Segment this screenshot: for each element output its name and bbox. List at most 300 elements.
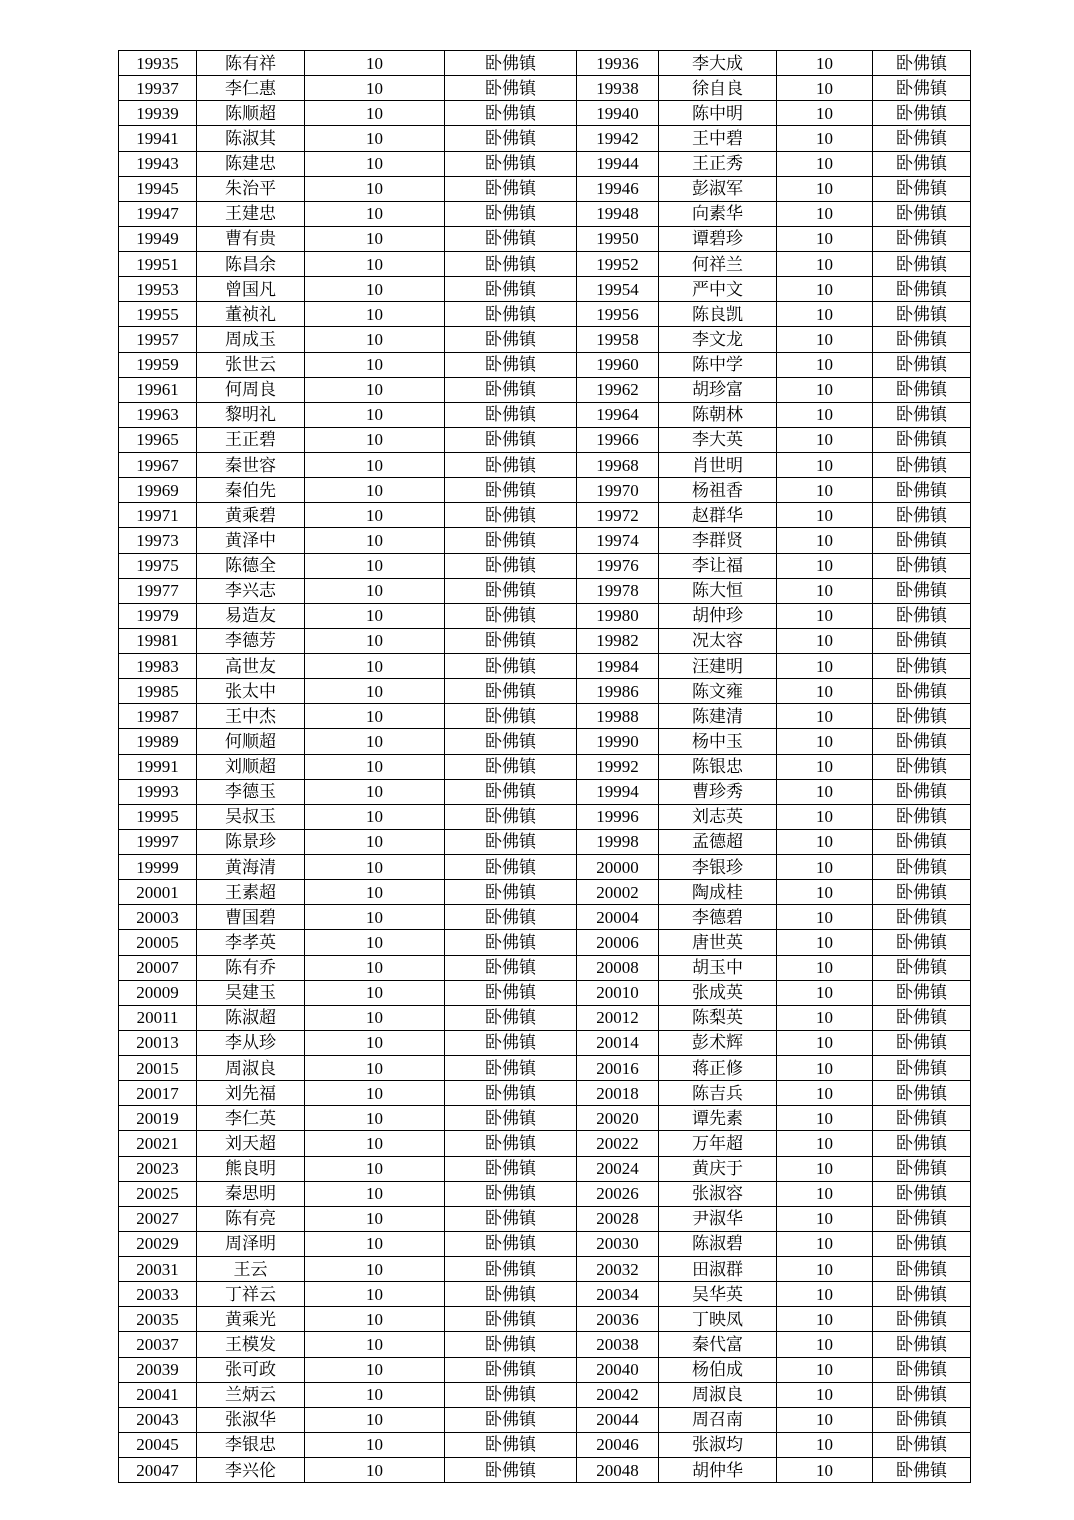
table-row [119, 1257, 971, 1282]
town-cell: 卧佛镇 [445, 1231, 577, 1256]
amount-cell: 10 [777, 226, 873, 251]
name-cell: 兰炳云 [197, 1382, 305, 1407]
amount-cell: 10 [777, 1307, 873, 1332]
amount-cell: 10 [777, 51, 873, 76]
name-cell: 李从珍 [197, 1030, 305, 1055]
amount-cell: 10 [305, 804, 445, 829]
name-cell: 周淑良 [659, 1382, 777, 1407]
amount-cell: 10 [305, 855, 445, 880]
table-row [119, 603, 971, 628]
name-cell: 陈顺超 [197, 101, 305, 126]
town-cell: 卧佛镇 [873, 1181, 971, 1206]
amount-cell: 10 [305, 955, 445, 980]
name-cell: 严中文 [659, 277, 777, 302]
amount-cell: 10 [305, 1156, 445, 1181]
town-cell: 卧佛镇 [873, 1030, 971, 1055]
amount-cell: 10 [777, 980, 873, 1005]
amount-cell: 10 [777, 528, 873, 553]
amount-cell: 10 [777, 880, 873, 905]
town-cell: 卧佛镇 [873, 829, 971, 854]
town-cell: 卧佛镇 [445, 201, 577, 226]
amount-cell: 10 [777, 603, 873, 628]
town-cell: 卧佛镇 [445, 1282, 577, 1307]
name-cell: 陈中学 [659, 352, 777, 377]
id-cell: 20047 [119, 1458, 197, 1483]
name-cell: 陈中明 [659, 101, 777, 126]
amount-cell: 10 [305, 126, 445, 151]
amount-cell: 10 [777, 1357, 873, 1382]
name-cell: 吴华英 [659, 1282, 777, 1307]
town-cell: 卧佛镇 [873, 1332, 971, 1357]
id-cell: 19975 [119, 553, 197, 578]
id-cell: 20046 [577, 1432, 659, 1457]
name-cell: 董祯礼 [197, 302, 305, 327]
town-cell: 卧佛镇 [873, 277, 971, 302]
town-cell: 卧佛镇 [445, 779, 577, 804]
name-cell: 周召南 [659, 1407, 777, 1432]
town-cell: 卧佛镇 [873, 201, 971, 226]
id-cell: 19986 [577, 679, 659, 704]
table-row [119, 1056, 971, 1081]
id-cell: 19974 [577, 528, 659, 553]
table-row [119, 427, 971, 452]
id-cell: 19963 [119, 402, 197, 427]
town-cell: 卧佛镇 [445, 628, 577, 653]
amount-cell: 10 [777, 201, 873, 226]
town-cell: 卧佛镇 [873, 729, 971, 754]
town-cell: 卧佛镇 [445, 1206, 577, 1231]
id-cell: 19983 [119, 654, 197, 679]
table-row [119, 1307, 971, 1332]
name-cell: 周泽明 [197, 1231, 305, 1256]
amount-cell: 10 [777, 1407, 873, 1432]
town-cell: 卧佛镇 [445, 503, 577, 528]
amount-cell: 10 [305, 930, 445, 955]
town-cell: 卧佛镇 [873, 1081, 971, 1106]
id-cell: 19996 [577, 804, 659, 829]
amount-cell: 10 [305, 1131, 445, 1156]
name-cell: 谭先素 [659, 1106, 777, 1131]
id-cell: 20032 [577, 1257, 659, 1282]
amount-cell: 10 [777, 628, 873, 653]
town-cell: 卧佛镇 [873, 628, 971, 653]
name-cell: 向素华 [659, 201, 777, 226]
id-cell: 19968 [577, 453, 659, 478]
id-cell: 19956 [577, 302, 659, 327]
id-cell: 20042 [577, 1382, 659, 1407]
name-cell: 陈有乔 [197, 955, 305, 980]
town-cell: 卧佛镇 [873, 1231, 971, 1256]
name-cell: 陈良凯 [659, 302, 777, 327]
table-row [119, 654, 971, 679]
amount-cell: 10 [305, 1382, 445, 1407]
amount-cell: 10 [305, 729, 445, 754]
id-cell: 19997 [119, 829, 197, 854]
town-cell: 卧佛镇 [445, 603, 577, 628]
name-cell: 汪建明 [659, 654, 777, 679]
id-cell: 19989 [119, 729, 197, 754]
amount-cell: 10 [777, 126, 873, 151]
name-cell: 刘顺超 [197, 754, 305, 779]
id-cell: 20017 [119, 1081, 197, 1106]
table-row [119, 503, 971, 528]
id-cell: 20027 [119, 1206, 197, 1231]
amount-cell: 10 [305, 704, 445, 729]
town-cell: 卧佛镇 [445, 1106, 577, 1131]
name-cell: 刘先福 [197, 1081, 305, 1106]
name-cell: 何顺超 [197, 729, 305, 754]
name-cell: 陈梨英 [659, 1005, 777, 1030]
town-cell: 卧佛镇 [445, 1357, 577, 1382]
table-row [119, 553, 971, 578]
amount-cell: 10 [777, 1332, 873, 1357]
amount-cell: 10 [777, 729, 873, 754]
town-cell: 卧佛镇 [445, 729, 577, 754]
name-cell: 李德玉 [197, 779, 305, 804]
id-cell: 20018 [577, 1081, 659, 1106]
amount-cell: 10 [305, 553, 445, 578]
name-cell: 李德芳 [197, 628, 305, 653]
name-cell: 彭淑军 [659, 176, 777, 201]
id-cell: 19962 [577, 377, 659, 402]
town-cell: 卧佛镇 [873, 804, 971, 829]
table-row [119, 377, 971, 402]
town-cell: 卧佛镇 [873, 427, 971, 452]
table-row [119, 252, 971, 277]
id-cell: 19961 [119, 377, 197, 402]
town-cell: 卧佛镇 [445, 1432, 577, 1457]
town-cell: 卧佛镇 [445, 402, 577, 427]
town-cell: 卧佛镇 [445, 126, 577, 151]
id-cell: 20012 [577, 1005, 659, 1030]
name-cell: 胡玉中 [659, 955, 777, 980]
name-cell: 陶成桂 [659, 880, 777, 905]
id-cell: 20033 [119, 1282, 197, 1307]
id-cell: 20044 [577, 1407, 659, 1432]
table-row [119, 76, 971, 101]
town-cell: 卧佛镇 [873, 955, 971, 980]
table-row [119, 478, 971, 503]
name-cell: 陈淑其 [197, 126, 305, 151]
amount-cell: 10 [777, 779, 873, 804]
amount-cell: 10 [777, 754, 873, 779]
id-cell: 19980 [577, 603, 659, 628]
id-cell: 19948 [577, 201, 659, 226]
id-cell: 19984 [577, 654, 659, 679]
town-cell: 卧佛镇 [873, 1056, 971, 1081]
id-cell: 20024 [577, 1156, 659, 1181]
name-cell: 丁祥云 [197, 1282, 305, 1307]
id-cell: 19942 [577, 126, 659, 151]
id-cell: 20028 [577, 1206, 659, 1231]
name-cell: 况太容 [659, 628, 777, 653]
id-cell: 19981 [119, 628, 197, 653]
id-cell: 20004 [577, 905, 659, 930]
table-row [119, 855, 971, 880]
amount-cell: 10 [777, 176, 873, 201]
id-cell: 20038 [577, 1332, 659, 1357]
amount-cell: 10 [777, 1106, 873, 1131]
name-cell: 李仁英 [197, 1106, 305, 1131]
name-cell: 朱治平 [197, 176, 305, 201]
name-cell: 张淑容 [659, 1181, 777, 1206]
name-cell: 高世友 [197, 654, 305, 679]
id-cell: 20022 [577, 1131, 659, 1156]
id-cell: 19969 [119, 478, 197, 503]
name-cell: 尹淑华 [659, 1206, 777, 1231]
amount-cell: 10 [305, 1030, 445, 1055]
amount-cell: 10 [305, 252, 445, 277]
table-row [119, 1131, 971, 1156]
id-cell: 19954 [577, 277, 659, 302]
amount-cell: 10 [305, 101, 445, 126]
table-row [119, 679, 971, 704]
amount-cell: 10 [777, 829, 873, 854]
amount-cell: 10 [777, 1181, 873, 1206]
town-cell: 卧佛镇 [873, 1106, 971, 1131]
amount-cell: 10 [777, 553, 873, 578]
id-cell: 19959 [119, 352, 197, 377]
amount-cell: 10 [305, 654, 445, 679]
name-cell: 张成英 [659, 980, 777, 1005]
town-cell: 卧佛镇 [445, 327, 577, 352]
town-cell: 卧佛镇 [873, 1131, 971, 1156]
town-cell: 卧佛镇 [873, 1407, 971, 1432]
amount-cell: 10 [305, 478, 445, 503]
town-cell: 卧佛镇 [445, 302, 577, 327]
town-cell: 卧佛镇 [873, 76, 971, 101]
id-cell: 19978 [577, 578, 659, 603]
amount-cell: 10 [777, 855, 873, 880]
town-cell: 卧佛镇 [445, 478, 577, 503]
name-cell: 周成玉 [197, 327, 305, 352]
id-cell: 19943 [119, 151, 197, 176]
name-cell: 李让福 [659, 553, 777, 578]
table-row [119, 402, 971, 427]
town-cell: 卧佛镇 [445, 1181, 577, 1206]
id-cell: 19988 [577, 704, 659, 729]
town-cell: 卧佛镇 [445, 905, 577, 930]
id-cell: 20031 [119, 1257, 197, 1282]
amount-cell: 10 [305, 51, 445, 76]
amount-cell: 10 [305, 1206, 445, 1231]
town-cell: 卧佛镇 [873, 101, 971, 126]
name-cell: 黎明礼 [197, 402, 305, 427]
amount-cell: 10 [305, 76, 445, 101]
name-cell: 李兴志 [197, 578, 305, 603]
table-row [119, 1407, 971, 1432]
id-cell: 20048 [577, 1458, 659, 1483]
town-cell: 卧佛镇 [445, 1458, 577, 1483]
amount-cell: 10 [305, 151, 445, 176]
amount-cell: 10 [305, 980, 445, 1005]
name-cell: 曹有贵 [197, 226, 305, 251]
table-row [119, 779, 971, 804]
name-cell: 肖世明 [659, 453, 777, 478]
amount-cell: 10 [305, 1432, 445, 1457]
amount-cell: 10 [777, 503, 873, 528]
name-cell: 周淑良 [197, 1056, 305, 1081]
name-cell: 徐自良 [659, 76, 777, 101]
amount-cell: 10 [777, 1005, 873, 1030]
amount-cell: 10 [305, 1231, 445, 1256]
town-cell: 卧佛镇 [873, 151, 971, 176]
town-cell: 卧佛镇 [445, 1005, 577, 1030]
amount-cell: 10 [777, 76, 873, 101]
name-cell: 李德碧 [659, 905, 777, 930]
id-cell: 19953 [119, 277, 197, 302]
amount-cell: 10 [305, 829, 445, 854]
table-row [119, 327, 971, 352]
id-cell: 20015 [119, 1056, 197, 1081]
town-cell: 卧佛镇 [873, 226, 971, 251]
town-cell: 卧佛镇 [873, 453, 971, 478]
town-cell: 卧佛镇 [873, 654, 971, 679]
id-cell: 20006 [577, 930, 659, 955]
id-cell: 19999 [119, 855, 197, 880]
amount-cell: 10 [305, 679, 445, 704]
town-cell: 卧佛镇 [445, 277, 577, 302]
town-cell: 卧佛镇 [445, 176, 577, 201]
id-cell: 20001 [119, 880, 197, 905]
amount-cell: 10 [305, 1257, 445, 1282]
amount-cell: 10 [777, 1432, 873, 1457]
table-row [119, 704, 971, 729]
table-row [119, 1382, 971, 1407]
town-cell: 卧佛镇 [445, 704, 577, 729]
id-cell: 20035 [119, 1307, 197, 1332]
town-cell: 卧佛镇 [445, 829, 577, 854]
name-cell: 陈大恒 [659, 578, 777, 603]
id-cell: 20020 [577, 1106, 659, 1131]
table-row [119, 1357, 971, 1382]
town-cell: 卧佛镇 [873, 327, 971, 352]
id-cell: 20037 [119, 1332, 197, 1357]
amount-cell: 10 [305, 176, 445, 201]
amount-cell: 10 [305, 1106, 445, 1131]
name-cell: 王中杰 [197, 704, 305, 729]
amount-cell: 10 [305, 578, 445, 603]
id-cell: 20025 [119, 1181, 197, 1206]
amount-cell: 10 [777, 578, 873, 603]
id-cell: 19964 [577, 402, 659, 427]
name-cell: 陈景珍 [197, 829, 305, 854]
town-cell: 卧佛镇 [873, 553, 971, 578]
amount-cell: 10 [777, 427, 873, 452]
town-cell: 卧佛镇 [445, 679, 577, 704]
amount-cell: 10 [305, 905, 445, 930]
table-row [119, 1030, 971, 1055]
name-cell: 王正碧 [197, 427, 305, 452]
amount-cell: 10 [777, 1206, 873, 1231]
name-cell: 王建忠 [197, 201, 305, 226]
town-cell: 卧佛镇 [873, 679, 971, 704]
id-cell: 20045 [119, 1432, 197, 1457]
town-cell: 卧佛镇 [873, 528, 971, 553]
id-cell: 20013 [119, 1030, 197, 1055]
name-cell: 胡仲珍 [659, 603, 777, 628]
table-row [119, 201, 971, 226]
id-cell: 19982 [577, 628, 659, 653]
town-cell: 卧佛镇 [445, 980, 577, 1005]
amount-cell: 10 [305, 1056, 445, 1081]
id-cell: 19938 [577, 76, 659, 101]
name-cell: 黄乘光 [197, 1307, 305, 1332]
table-row [119, 1181, 971, 1206]
name-cell: 陈德全 [197, 553, 305, 578]
town-cell: 卧佛镇 [873, 1282, 971, 1307]
town-cell: 卧佛镇 [445, 855, 577, 880]
amount-cell: 10 [305, 302, 445, 327]
id-cell: 20026 [577, 1181, 659, 1206]
town-cell: 卧佛镇 [445, 754, 577, 779]
name-cell: 蒋正修 [659, 1056, 777, 1081]
amount-cell: 10 [777, 1056, 873, 1081]
town-cell: 卧佛镇 [445, 226, 577, 251]
name-cell: 李银珍 [659, 855, 777, 880]
town-cell: 卧佛镇 [445, 880, 577, 905]
town-cell: 卧佛镇 [445, 955, 577, 980]
name-cell: 秦伯先 [197, 478, 305, 503]
town-cell: 卧佛镇 [873, 478, 971, 503]
town-cell: 卧佛镇 [873, 1005, 971, 1030]
id-cell: 19993 [119, 779, 197, 804]
amount-cell: 10 [777, 1231, 873, 1256]
name-cell: 王云 [197, 1257, 305, 1282]
id-cell: 20043 [119, 1407, 197, 1432]
name-cell: 丁映凤 [659, 1307, 777, 1332]
town-cell: 卧佛镇 [445, 528, 577, 553]
town-cell: 卧佛镇 [445, 427, 577, 452]
amount-cell: 10 [305, 528, 445, 553]
amount-cell: 10 [777, 1282, 873, 1307]
amount-cell: 10 [305, 1005, 445, 1030]
town-cell: 卧佛镇 [445, 51, 577, 76]
id-cell: 19935 [119, 51, 197, 76]
table-row [119, 226, 971, 251]
id-cell: 19946 [577, 176, 659, 201]
amount-cell: 10 [777, 1081, 873, 1106]
amount-cell: 10 [777, 302, 873, 327]
town-cell: 卧佛镇 [445, 1056, 577, 1081]
town-cell: 卧佛镇 [873, 754, 971, 779]
table-row [119, 1106, 971, 1131]
town-cell: 卧佛镇 [873, 402, 971, 427]
amount-cell: 10 [777, 402, 873, 427]
id-cell: 19957 [119, 327, 197, 352]
name-cell: 黄泽中 [197, 528, 305, 553]
table-row [119, 176, 971, 201]
amount-cell: 10 [305, 327, 445, 352]
name-cell: 秦思明 [197, 1181, 305, 1206]
town-cell: 卧佛镇 [445, 453, 577, 478]
name-cell: 王素超 [197, 880, 305, 905]
table-row [119, 930, 971, 955]
name-cell: 秦世容 [197, 453, 305, 478]
town-cell: 卧佛镇 [873, 352, 971, 377]
id-cell: 19972 [577, 503, 659, 528]
id-cell: 20030 [577, 1231, 659, 1256]
id-cell: 19977 [119, 578, 197, 603]
town-cell: 卧佛镇 [445, 352, 577, 377]
name-cell: 谭碧珍 [659, 226, 777, 251]
id-cell: 19985 [119, 679, 197, 704]
name-cell: 熊良明 [197, 1156, 305, 1181]
amount-cell: 10 [305, 1407, 445, 1432]
name-cell: 杨祖香 [659, 478, 777, 503]
amount-cell: 10 [305, 402, 445, 427]
id-cell: 20008 [577, 955, 659, 980]
